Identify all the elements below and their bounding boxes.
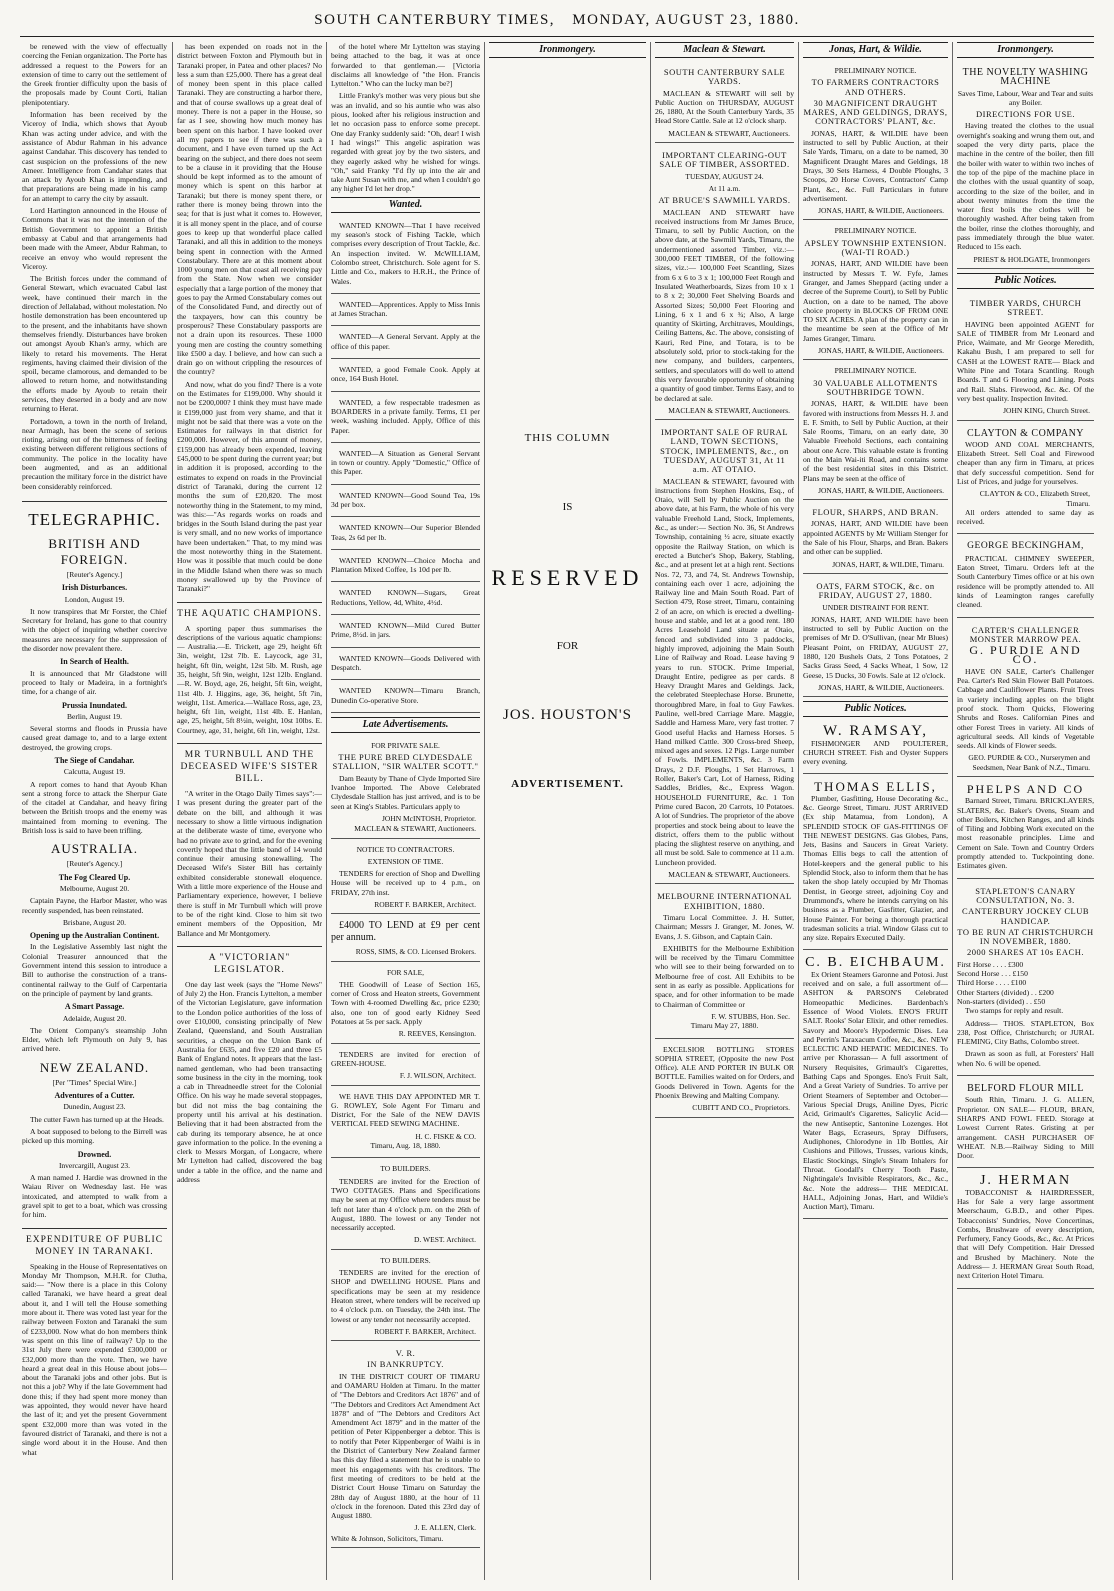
ad-text: TENDERS are invited for the erection of SHOP and DWELLING HOUSE. Plans and specifications may be seen at my residence Heaton street, where tenders will be received up to 4 o'clock p.m. on Tuesday, the 24th inst. The lowest or any tender not necessarily accepted. [331, 1268, 480, 1324]
ad-text: TENDERS are invited for erection of GREEN-HOUSE. [331, 1049, 480, 1068]
article-paragraph: The cutter Fawn has turned up at the Heads. [30, 1114, 164, 1124]
ad-text: WANTED KNOWN—Good Sound Tea, 19s 3d per box. [331, 490, 480, 509]
ad-title: THE PURE BRED CLYDESDALE STALLION, "SIR WALTER SCOTT." [332, 752, 479, 772]
section-heading-british: BRITISH AND FOREIGN. [48, 535, 141, 567]
ad-signature: JONAS, HART, & WILDIE, Timaru. [832, 559, 944, 569]
ad-kicker: PRELIMINARY NOTICE. [834, 226, 917, 236]
ad-title: IMPORTANT CLEARING-OUT SALE OF TIMBER, ASSORTED. [659, 150, 790, 170]
ad-name: W. RAMSAY, [823, 723, 928, 740]
ad-title: MELBOURNE INTERNATIONAL EXHIBITION, 1880. [657, 891, 792, 911]
ad-title: TO FARMERS CONTRACTORS AND OTHERS. [811, 77, 940, 97]
article-paragraph: "A writer in the Otago Daily Times says":—I was present during the greater part of the debate on the bill, and although it was necessary to show a little virtuous indignation at the deliberate waste of time, everyone who had no private axe to grind, and for the evening covertly hoped that the little band of 14 would continue their amusing stonewalling. The Deceased Wife's Sister Bill has certainly exhibited considerable stonewall eloquence. With a little more experience of the House and Parliamentary experience, however, I believe there is stuff in Mr Turnbull which will prove to be of the right kind. Close to him sit two eminent members of the Opposition, Mr Ballance and Mr Montgomery. [177, 789, 322, 938]
agency-credit: [Reuter's Agency.] [66, 569, 123, 579]
ad-name: G. PURDIE AND CO. [969, 643, 1082, 667]
top-rule [20, 36, 1094, 37]
classified-ad [331, 619, 480, 648]
section-heading-new-zealand: NEW ZEALAND. [39, 1059, 150, 1075]
agency-credit: [Reuter's Agency.] [66, 859, 123, 869]
ad-signature: R. REEVES, Kensington. [398, 1029, 476, 1039]
ad-text: EXCELSIOR BOTTLING STORES SOPHIA STREET, (Opposite the new Post Office). ALE AND PORTER IN BULK OR BOTTLE. Families waited on for Orders, and Goods Delivered in Town. Agents for the Phoenix Brewing and Malting Company. [655, 1044, 794, 1100]
article-paragraph: Portadown, a town in the north of Ireland, near Armagh, has been the scene of serious rioting, arising out of the bitterness of feeling existing between different religious sections of community. The police in the locality have been augmented, and as an additional precaution the military force in the district have been considerably reinforced. [22, 416, 167, 491]
timber-ad [957, 295, 1094, 421]
classified-ad [331, 554, 480, 583]
ad-text: WANTED KNOWN—Choice Mocha and Plantation Mixed Coffee, 1s 10d per lb. [331, 555, 480, 575]
ad-title: FLOUR, SHARPS, AND BRAN. [812, 507, 939, 518]
article-paragraph: of the hotel where Mr Lyttelton was staying being attached to the bag, it was at once forwarded to that gentleman.— [Victoria disclaims all knowledge of "the Hon. Francis Lyttelton." Who can the lucky man be?] [331, 42, 480, 89]
news-heading: Opening up the Australian Continent. [29, 931, 160, 941]
tender-ad [331, 1048, 480, 1086]
article-paragraph: It is announced that Mr Gladstone will proceed to Italy or Madeira, in a fortnight's time, for a change of air. [22, 668, 167, 697]
article-paragraph: The Orient Company's steamship John Elder, which left Plymouth on July 9, has arrived here. [22, 1025, 167, 1054]
ad-signature: F. J. WILSON, Architect. [399, 1071, 476, 1081]
ad-signature: MACLEAN & STEWART, Auctioneers. [668, 870, 790, 880]
ad-text: WOOD AND COAL MERCHANTS, Elizabeth Street. Sell Coal and Firewood cheaper than any firm in Timaru, at prices that defy successful competition. Send for List of Prices, and judge for yourselves. [957, 439, 1094, 486]
ad-text: JONAS, HART, AND WILDIE have been instructed by Messrs T. W. Fyfe, James Granger, and James Sheppard (acting under a decree of the Supreme Court), to Sell by Public Auction, on a date to be named, The above choice property in BLOCKS OF FROM ONE TO SIX ACRES. A plan of the property can in the meantime be seen at the Office of Mr James Granger, Timaru. [803, 259, 948, 343]
ad-signature: PRIEST & HOLDGATE, Ironmongers [973, 254, 1090, 264]
news-heading: Prussia Inundated. [62, 700, 127, 710]
classified-ad [331, 586, 480, 615]
ad-text: WANTED KNOWN—Mild Cured Butter Prime, 8½d. in jars. [331, 621, 480, 640]
ad-text: MACLEAN & STEWART, favoured with instructions from Stephen Hoskins, Esq., of Otaio, will Sell by Public Auction on the above date, at his Farm, the whole of his very valuable Freehold Land, Stock, Implements, &c., as under:— Section No. 36, St Andrews Township, containing ½ acre, situate exactly opposite the Railway Station, on which is erected a Butcher's Shop, Bakery, Stabling, &c., and at present let at a high rent. Sections Nos. 72, 73, and 74, St. Andrews Township, containing each over 1 acre, adjoining the Railway line and Main South Road. Part of Section 479, Rose street, Timaru, containing 2 of an acre, on which is erected a dwelling-house and stable, and let at a good rent. 180 Acres Leasehold Land situate at Otaio, fenced and subdivided into 3 paddocks, highly improved, adjoining the Main South Line of Railway and Road. Lease having 9 years to run. STOCK. Prime Imperial, Draught Entire, pedigree as per cards. 8 Heavy Draught Mares and Geldings. Jack, the celebrated Steeplechase Horse. Brunette, thoroughbred Mare, in foal to Guy Fawkes. Pauline, well-bred Carriage Mare. Maggie, Saddle and Harness Mare, very fast trotter. 7 Good useful Hacks and Harness Horses. 5 Hand milked Cattle. 300 Cross-bred Sheep, mixed ages and sexes. 12 Pigs. Large number of Fowls. IMPLEMENTS, &c. 3 Farm Drays, 2 D.F. Ploughs, 1 Set Harrows, 1 Roller, Baker's Cart, Lot of Harness, Riding Saddles, Bridles, &c., Express Wagon. HOUSEHOLD FURNITURE, &c. 1 Ton Prime cured Bacon, 20 Carrots, 10 Potatoes. A lot of Sundries. The proprietor of the above properties and stock being about to leave the district, offers them to the public without placing the slightest reserve on anything, and all must be sold. Sale to commence at 11 a.m. Luncheon provided. [655, 476, 794, 867]
ad-title: STAPLETON'S CANARY CONSULTATION, No. 3. [975, 885, 1076, 905]
classified-ad [331, 330, 480, 359]
reserved-line: FOR [556, 639, 579, 652]
ad-text: FISHMONGER AND POULTERER, CHURCH STREET. Fish and Oyster Suppers every evening. [803, 738, 948, 767]
ad-text: £4000 TO LEND at £9 per cent per annum. [331, 920, 480, 944]
article-paragraph: The British forces under the command of General Stewart, which evacuated Cabul last week, have continued their march in the direction of Jellalabad, without molestation. No hostile demonstration has been encountered up to the present, and the inhabitants have shown themselves friendly. Disturbances have broken out amongst Ayoub Khan's army, which are likely to retard his movements. The Herat regiments, having claimed their division of the spoil, became clamorous, and demanded to be allowed to return home, and notwithstanding the efforts made by Ayoub to retain their services, they deserted in a body and are now returning to Herat. [22, 274, 167, 414]
ad-signature: MACLEAN & STEWART, Auctioneers. [354, 824, 476, 834]
ad-signature: JONAS, HART, & WILDIE, Auctioneers. [818, 206, 944, 216]
auction-ad [803, 224, 948, 360]
ad-signature: JOHN KING, Church Street. [1003, 406, 1090, 416]
section-heading-public-notices: Public Notices. [957, 273, 1094, 289]
chemist-ad [803, 954, 948, 1219]
dateline: Adelaide, August 20. [62, 1013, 127, 1023]
advertiser-name: JOS. HOUSTON'S [503, 707, 632, 724]
ad-text: IN THE DISTRICT COURT OF TIMARU and OAMARU Holden at Timaru. In the matter of "The Debtors and Creditors Act 1876" and of "The Debtors and Creditors Act Amendment Act 1878" and of "The Debtors and Creditors Act Amendment Act 1879" and in the matter of the petition of Peter Kippenberger a debtor. This is to notify that Peter Kippenberger of Waihi is in the District of Canterbury New Zealand farmer has this day filed a statement that he is unable to meet his engagements with his creditors. The first meeting of creditors to be held at the District Court House Timaru on Saturday the 28th day of August 1880, at the hour of 11 o'clock in the forenoon. Dated this 23rd day of August 1880. [331, 1371, 480, 1521]
ad-title: THE NOVELTY WASHING MACHINE [962, 67, 1089, 88]
section-heading-ironmongery: Ironmongery. [957, 42, 1094, 58]
article-paragraph: It now transpires that Mr Forster, the Chief Secretary for Ireland, has gone to that country with the object of inquiring whether coercive measures are necessary for the suppression of the disorder now prevalent there. [22, 606, 167, 654]
dateline: Invercargill, August 23. [58, 1160, 131, 1170]
ad-name: GEORGE BECKINGHAM, [967, 541, 1084, 552]
fishmonger-ad [803, 723, 948, 774]
classified-ad [331, 684, 480, 713]
dateline: Berlin, August 19. [66, 711, 122, 721]
washing-machine-ad [957, 64, 1094, 269]
ad-kicker: PRELIMINARY NOTICE. [834, 66, 917, 75]
ad-signature: ROSS, SIMS, & CO. Licensed Brokers. [355, 947, 476, 957]
ad-kicker: UNDER DISTRAINT FOR RENT. [822, 602, 929, 612]
reserved-line: IS [562, 501, 573, 514]
ad-text: HAVING been appointed AGENT for SALE of TIMBER from Mr Leonard and Price, Waimate, and Mr George Meredith, Kakahu Bush, I am prepared to sell for CASH at the LOWEST RATE— Black and White Pine and Totara Scantling. Rough Boards. T and G Flooring and Lining. Posts and Rail. Slabs. Firewood, &c. &c. Of the very best quality. Inspection Invited. [957, 319, 1094, 403]
classified-ad [331, 396, 480, 443]
news-heading: Drowned. [77, 1149, 112, 1159]
ad-text: MACLEAN & STEWART will sell by Public Auction on THURSDAY, AUGUST 26, 1880, At the South Canterbury Yards, 35 Head Store Cattle. Sale at 12 o'clock sharp. [655, 88, 794, 126]
builders-ad [957, 781, 1094, 879]
article-paragraph: Several storms and floods in Prussia have caused great damage to, and to a large extent destroyed, the growing crops. [22, 724, 167, 752]
plumber-ad [803, 778, 948, 950]
ad-signature: JOHN McINTOSH, Proprietor. [381, 813, 476, 823]
article-paragraph: Speaking in the House of Representatives on Monday Mr Thompson, M.H.R. for Clutha, said:— "Now there is a place in this Colony called Taranaki, we have heard a great deal about it, and I will tell the House something more about it. There was voted last year for the railway between Foxton and Taranaki the sum of £233,000. Now what do hon members think was spent on this line of railway? Up to the 31st July there were expended £300,000 or £32,000 more than the vote. Then, we have heard a great deal in this House about jobs—about the Taranaki jobs and other jobs. But is not this a job? Why if the late Government had done this; if they had spent more money than was appointed, they would never have heard the last of it; and yet the present Government spent £32,000 more than was voted in the favoured district of Taranaki, and there is not a single word about it in the House. And then what [22, 1261, 167, 1457]
section-heading-jonas: Jonas, Hart, & Wildie. [803, 42, 948, 58]
ad-text: Barnard Street, Timaru. BRICKLAYERS, SLATERS, &c. Baker's Ovens, Steam and other Boilers, Kitchen Ranges, and all kinds of Tiling and Jobbing Work executed on the most reasonable principles. Lime and Cement on Sale. Town and Country Orders promptly attended to. Tuckpointing done. Estimates given. [957, 796, 1094, 871]
classified-ad [331, 521, 480, 550]
ad-text: WANTED KNOWN—Our Superior Blended Teas, 2s 6d per lb. [331, 523, 480, 542]
article-paragraph: Captain Payne, the Harbor Master, who was recently suspended, has been reinstated. [22, 896, 167, 915]
flour-mill-ad [957, 1080, 1094, 1168]
ad-signature: CUBITT AND CO., Proprietors. [692, 1103, 790, 1113]
ad-kicker: TO BUILDERS. [380, 1164, 431, 1174]
ad-text: South Rhin, Timaru. J. G. ALLEN, Proprietor. ON SALE— FLOUR, BRAN, SHARPS AND FOWL FEED. Storage at Lowest Current Rates. Gristing at per arrangement. CASH PURCHASER OF WHEAT. N.B.—Railway Siding to Mill Door. [957, 1095, 1094, 1161]
ad-kicker: DIRECTIONS FOR USE. [976, 109, 1075, 120]
tender-ad [331, 843, 480, 915]
sale-ad [331, 966, 480, 1044]
masthead [0, 12, 1114, 29]
ad-text: WANTED KNOWN—Sugars, Great Reductions, Yellow, 4d, White, 4½d. [331, 588, 480, 607]
ad-text: MACLEAN AND STEWART have received instructions from Mr James Bruce, Timaru, to sell by Public Auction, on the above date, at the Sawmill Yards, Timaru, the undermentioned assorted Timber, viz.:— 300,000 FEET TIMBER, Of the following sizes, viz.:— 100,000 Feet Scantling, Sizes from 6 x 6 to 3 x 1; 100,000 Feet Rough and Insulated Weatherboards, Sizes from 10 x 1 to 8 x 2; 30,000 Feet Shelving Boards and Assorted Sizes; 50,000 Feet Flooring and Lining, 6 x 1 and 6 x ¾; Also, A large quantity of Skirting, Architraves, Mouldings, Ceiling Battens, &c. The above, consisting of Kauri, Red Pine, and Totara, is to be absolutely sold, prior to stock-taking for the new company, and builders, carpenters, settlers, and speculators will do well to attend this very favourable opportunity of obtaining a quantity of good timber. Terms Easy, and to be declared at sale. [655, 207, 794, 403]
section-heading-ironmongery: Ironmongery. [489, 42, 646, 58]
ad-title: OATS, FARM STOCK, &c. on FRIDAY, AUGUST 27, 1880. [816, 580, 935, 601]
reserved-word: RESERVED [491, 564, 644, 590]
column-2-news [177, 42, 322, 1580]
article-paragraph: A sporting paper thus summarises the descriptions of the various aquatic champions:— Australia.—E. Trickett, age 29, height 6ft 3in, weight, 12st 7lb. E. Laycock, age 31, height, 6ft 0in, weight, 12st 5lb. M. Rush, age 35, height, 5ft 9in, weight, 12st 12lb. England.—R. W. Boyd, age, 26, height, 5ft 6in, weight, 11st 4lb. J. Higgins, age, 36, height, 5ft 7in, weight, 11st. America.—Wallace Ross, age, 23, height, 6ft 1in, weight, 11st 4lb. E. Hanlan, age, 25, height, 5ft 8½in, weight, 10st 10lbs. E. Courtney, age, 31, height, 6ft 1in, weight, 12st. [177, 623, 322, 735]
ad-title: CARTER'S CHALLENGER MONSTER MARROW PEA. [969, 624, 1082, 644]
ad-name: J. HERMAN [979, 1173, 1072, 1189]
column-divider [172, 42, 173, 1580]
reserved-line: THIS COLUMN [524, 432, 611, 444]
ad-subtitle: Saves Time, Labour, Wear and Tear and suits any Boiler. [957, 88, 1094, 107]
ad-signature: J. E. ALLEN, Clerk. [414, 1523, 476, 1533]
article-paragraph: A man named J. Hardie was drowned in the Waiau River on Wednesday last. He was intoxicated, and attempted to walk from a gravel spit to get to a boat, which was crossing for him. [22, 1173, 167, 1220]
ad-text: Address— THOS. STAPLETON, Box 238, Post Office, Christchurch; or JURAL FLEMING, City Baths, Colombo street. [957, 1018, 1094, 1047]
article-title-turnbull: MR TURNBULL AND THE DECEASED WIFE'S SISTER BILL. [177, 743, 322, 785]
ad-text: Drawn as soon as full, at Foresters' Hall when No. 6 will be opened. [957, 1049, 1094, 1068]
ad-text: Dam Beauty by Thane of Clyde Imported Sire Ivanhoe Imported. The Above Celebrated Clydesdale Stallion has just arrived, and is to be seen at King's Stables. Particulars apply to [331, 773, 480, 811]
ad-signature: MACLEAN & STEWART, Auctioneers. [668, 405, 790, 415]
article-paragraph: And now, what do you find? There is a vote on the Estimates for £199,000. Why should it not be £200,000? I think they must have made it £199,000 just from very shame, and that it might not be said that there was a vote on the Estimates for railways in that district for £200,000. However, of this amount of money, £159,000 has already been expended, leaving £45,000 to be spent during the current year; but in addition it is proposed, according to the estimates to expend on roads in the Provincial district of Taranaki, during the current 12 months the sum of £20,820. The most noteworthy thing in the Statement, to my mind, was this:—"As regards works on roads and bridges in the South Island during the past year is very small, and no new works of importance have been undertaken." That, to my mind was the most noteworthy thing in the Statement. How was it possible that much could be done in the Middle Island when there was so much money swallowed up by the Province of Taranaki?" [177, 379, 322, 594]
classified-ad [331, 652, 480, 681]
ad-kicker: FOR PRIVATE SALE. [371, 740, 440, 750]
ad-text: WANTED—Apprentices. Apply to Miss Innis at James Strachan. [331, 299, 480, 319]
bottling-ad [655, 1043, 794, 1118]
section-heading-australia: AUSTRALIA. [51, 841, 138, 857]
ad-text: JONAS, HART, AND WILDIE have been instructed to sell by Public Auction on the premises of Mr D. O'Sullivan, (near Mr Blues) Pleasant Point, on FRIDAY, AUGUST 27, 1880, 120 Bushels Oats, 2 Tons Potatoes, 2 Sacks Grass Seed, 4 Sacks Wheat, 1 Sow, 12 Geese, 15 Ducks, 30 Fowls. Sale at 12 o'clock. [803, 614, 948, 680]
article-paragraph: be renewed with the view of effectually coercing the Fenian organization. The Porte has addressed a request to the Powers for an extension of time to carry out the settlement of the Greek frontier difficulty upon the basis of the proposals made by Count Corti, Italian plenipotentiary. [22, 42, 167, 107]
article-paragraph: In the Legislative Assembly last night the Colonial Treasurer announced that the Government intend this session to introduce a Bill to authorise the construction of a trans-continental railway to the Gulf of Carpentaria on the principle of payment by land grants. [22, 942, 167, 998]
agency-ad [331, 1090, 480, 1159]
ad-title: IN BANKRUPTCY. [367, 1359, 444, 1370]
issue-date: MONDAY, AUGUST 23, 1880. [572, 12, 800, 28]
ad-text: TENDERS for erection of Shop and Dwelling House will be received up to 4 p.m., on FRIDAY, 27th inst. [331, 869, 480, 897]
ad-text: EXHIBITS for the Melbourne Exhibition will be received by the Timaru Committee who will see to their being forwarded on to Melbourne free of cost. All Exhibits to be sent in as early as possible. Applications for space, and for other information to be made to Chairman of Committee or [655, 943, 794, 1009]
prize-line: First Horse . . . . £300 [957, 959, 1024, 969]
exhibition-ad [655, 888, 794, 1038]
article-paragraph: has been expended on roads not in the district between Foxton and Plymouth but in Taranaki proper, in Patea and other places? No less a sum than £25,000. There has a great deal of money been spent in this place called Taranaki. They are constructing a harbor there, and that of course swallows up a great deal of money. There is not a paper in the House, so far as I see, showing how much money has been spent on this harbor. I have looked over all my papers to see if there was such a document, and I have even turned up the Act bearing on the subject, and there does not seem to be a clause in it providing that the House should be kept informed as to the amount of money which is spent on this harbor at Taranaki; but there is money spent there, or rather there is money being thrown into the sea; for that is just what it comes to. However, it is all money spent in the place, and of course goes to keep up that wonderful place called Taranaki, and all this in addition to the moneys being spent in connection with the Armed Constabulary. There are at this moment about 1000 young men on that coast all receiving pay from the State. Now when we consider especially that a large portion of the money that goes to pay the Armed Constabulary comes out of the Consolidated Fund, and directly out of the taxpayers, how can this country be prosperous? These Constabulary passports are not a drain upon its resources. These 1000 young men are costing the country something like £500 a day. I believe, and how can such a drain go on without crippling the resources of the country? [177, 42, 322, 377]
ad-name: CLAYTON & COMPANY [966, 427, 1085, 439]
ad-time: At 11 a.m. [708, 183, 741, 193]
royal-cipher: V. R. [395, 1348, 416, 1359]
agency-credit: [Per "Times" Special Wire.] [52, 1077, 137, 1087]
ad-title: TIMBER YARDS, CHURCH STREET. [969, 297, 1082, 318]
article-paragraph: A report comes to hand that Ayoub Khan sent a strong force to attack the Sherpur Gate of the citadel at Candahar, and heavy firing between the British troops and the enemy was maintained from morning to evening. The British loss is said to have been trifling. [22, 779, 167, 836]
section-heading-late-ads: Late Advertisements. [331, 717, 480, 733]
prize-line: Second Horse . . . £150 [957, 969, 1028, 979]
article-paragraph: Lord Hartington announced in the House of Commons that it was not the intention of the British Government to appoint a British embassy at Cabul and that arrangements had been made with the Ameer, Abdur Rahman, to receive an envoy who would represent the Viceroy. [22, 206, 167, 271]
ad-text: WANTED KNOWN—Timaru Branch, Dunedin Co-operative Store. [331, 686, 480, 705]
ad-title: IMPORTANT SALE OF RURAL LAND, TOWN SECTIONS, STOCK, IMPLEMENTS, &c., on TUESDAY, AUGUST 31, At 11 a.m. AT OTAIO. [660, 427, 789, 475]
dateline: Calcutta, August 19. [63, 767, 126, 777]
ad-title: TO BE RUN AT CHRISTCHURCH IN NOVEMBER, 1880. [957, 926, 1094, 947]
ad-title: 30 MAGNIFICENT DRAUGHT MARES, AND GELDINGS, DRAYS, CONTRACTORS' PLANT, &c. [803, 97, 948, 127]
ad-text: HAVE ON SALE, Carter's Challenger Pea. Carter's Red Skin Flower Ball Potatoes. Cabbage and Cauliflower Plants. Fruit Trees in variety including apples on the blight proof stock. Thorn Quicks, Flowering Shrubs and Roses. Californian Pines and other Forest Trees in variety. All kinds of agricultural seeds. All kinds of Vegetable seeds. All kinds of Flower seeds. [957, 666, 1094, 751]
ad-venue: AT BRUCE'S SAWMILL YARDS. [658, 195, 791, 206]
prize-line: Other Starters (divided) . . £200 [957, 987, 1054, 997]
column-divider [952, 42, 953, 1580]
auction-ad [655, 147, 794, 420]
reserved-line: ADVERTISEMENT. [511, 778, 624, 791]
coal-ad [957, 425, 1094, 535]
news-heading: A Smart Passage. [64, 1002, 125, 1012]
ad-title: APSLEY TOWNSHIP EXTENSION. (WAI-TI ROAD.) [804, 237, 947, 258]
article-paragraph: A boat supposed to belong to the Birrell was picked up this morning. [22, 1126, 167, 1146]
news-heading: Adventures of a Cutter. [54, 1091, 135, 1101]
ad-text: Timaru Local Committee. J. H. Sutter, Chairman; Messrs J. Granger, M. Jones, W. Evans, J. S. Gibson, and Captain Cain. [655, 912, 794, 941]
ad-text: WANTED, a good Female Cook. Apply at once, 164 Bush Hotel. [331, 365, 480, 384]
news-heading: The Siege of Candahar. [54, 756, 135, 765]
ad-text: Two stamps for reply and result. [965, 1006, 1064, 1016]
column-1-news [22, 42, 167, 1580]
article-paragraph: Information has been received by the Viceroy of India, which shows that Ayoub Khan was acting under advice, and with the assistance of Abdur Rahman in his advance against Candahar. This discovery has tended to cast suspicion on the professions of the new Ameer. Intelligence from Candahar states that an attack by Ayoub Khan is impending, and that preparations are being made in his camp for an attempt to carry the city by assault. [22, 110, 167, 203]
column-6-auctions [803, 42, 948, 1580]
ad-text: WANTED—A General Servant. Apply at the office of this paper. [331, 332, 480, 351]
prize-line: Third Horse . . . . £100 [957, 978, 1027, 988]
column-7-notices [957, 42, 1094, 1580]
ad-text: All orders attended to same day as received. [957, 507, 1094, 527]
ad-signature: White & Johnson, Solicitors, Timaru. [331, 1533, 444, 1543]
ad-signature: ROBERT F. BARKER, Architect. [374, 1326, 476, 1336]
article-paragraph: One day last week (says the "Home News" of July 2) the Hon. Francis Lyttelton, a member of the Victorian Legislature, gave information to the London police authorities of the loss of over £10,000, consisting principally of New Zealand, Queensland, and South Australian securities, a cheque on the Union Bank of Australia for £635, and five £20 and three £5 Bank of England notes. It appears that the last-named gentleman, who had been transacting some business in the city in the morning, took a cab in Threadneedle street for the Colonial Office. On his way he made several stoppages, but did not miss the bag containing the property until his arrival at his destination. Believing that it had been abstracted from the cab during its temporary absence, he at once gave information to the police. In the evening a clerk to Messrs Morgan, of Longacre, where Mr Lyttelton had called, discovered the bag under a table in the office, and the name and address [177, 979, 322, 1185]
section-heading-maclean: Maclean & Stewart. [655, 42, 794, 58]
article-title-aquatic: THE AQUATIC CHAMPIONS. [177, 602, 322, 620]
news-heading: Irish Disturbances. [61, 583, 128, 593]
ad-name: C. B. EICHBAUM. [805, 955, 946, 971]
tobacconist-ad [957, 1172, 1094, 1288]
auction-ad [655, 64, 794, 143]
section-heading-public-notices: Public Notices. [803, 701, 948, 717]
classified-ad [331, 447, 480, 485]
ad-date: Timaru, Aug. 18, 1880. [370, 1141, 441, 1151]
prize-line: Non-starters (divided) . . £50 [957, 996, 1046, 1006]
dateline: Dunedin, August 23. [63, 1102, 126, 1112]
column-3-ads [331, 42, 480, 1580]
article-title-expenditure: EXPENDITURE OF PUBLIC MONEY IN TARANAKI. [22, 1228, 167, 1258]
ad-kicker: PRELIMINARY NOTICE. [834, 366, 917, 376]
article-title-victorian: A "VICTORIAN" LEGISLATOR. [177, 946, 322, 976]
sweep-ad [957, 538, 1094, 617]
loan-ad [331, 918, 480, 961]
section-heading-wanted: Wanted. [331, 197, 480, 213]
column-divider [650, 42, 651, 1580]
classified-ad [331, 298, 480, 327]
dateline: Brisbane, August 20. [63, 917, 126, 927]
classified-ad [331, 363, 480, 392]
ad-text: WANTED KNOWN—That I have received my season's stock of Fishing Tackle, which comprises every description of Trout Tackle, &c. An inspection invited. W. McWILLIAM, Colombo street, Christchurch. Sole agent for S. Little and Co., makers to H.R.H., the Prince of Wales. [331, 220, 480, 286]
ad-signature: D. WEST. Architect. [414, 1235, 476, 1245]
ad-signature: JONAS, HART, & WILDIE, Auctioneers. [818, 485, 944, 495]
ad-name: PHELPS AND CO [966, 782, 1085, 796]
article-paragraph: Little Franky's mother was very pious but she was an invalid, and so his auntie who was also pious, looked after his religious instruction and let no occasion pass to enforce some precept. One day Franky suddenly said: "Oh, dear! I wish I had wings!" This angelic aspiration was regarded with great joy by the two sisters, and they eagerly asked why he wished for wings. "Oh," said Franky "I'd fly up into the air and take Aunt Susan with me, and when I couldn't go any higher I'd let her drop." [331, 91, 480, 194]
dateline: Melbourne, August 20. [59, 883, 130, 893]
ad-name: BELFORD FLOUR MILL [967, 1083, 1084, 1095]
paper-title: SOUTH CANTERBURY TIMES, [314, 12, 556, 28]
column-5-auctions [655, 42, 794, 1580]
ad-signature: CLAYTON & CO., Elizabeth Street, Timaru. [979, 489, 1090, 508]
classified-ad [331, 489, 480, 518]
ad-kicker: NOTICE TO CONTRACTORS. [356, 844, 455, 854]
ad-title: CANTERBURY JOCKEY CLUB HANDICAP. [961, 906, 1090, 926]
ad-text: JONAS, HART, & WILDIE have been favored with instructions from Messrs H. J. and E. F. Smith, to Sell by Public Auction, at their Sale Rooms, Timaru, on an early date, 30 Valuable Freehold Sections, each containing about one Acre. This valuable estate is fronting on the Main Wai-iti Road, and contains some of the best residential sites in this District. Plans may be seen at the office of [803, 399, 948, 483]
ad-name: THOMAS ELLIS, [814, 779, 937, 795]
news-heading: The Fog Cleared Up. [58, 872, 131, 882]
ad-title: 2000 SHARES AT 10s EACH. [967, 947, 1084, 958]
ad-text: TOBACCONIST & HAIRDRESSER, Has for Sale a very large assortment Meerschaum, G.B.D., and other Pipes. Tobacconists' Sundries, Nove Concertinas, Combs, Brushware of every description, Perfumery, Fancy Goods, &c., &c. At Prices that will Defy Competition. Hair Dressed and Brushed by Machinery. Note the Address— J. HERMAN Great South Road, next Criterion Hotel Timaru. [957, 1187, 1094, 1281]
auction-ad [803, 64, 948, 220]
auction-ad [655, 424, 794, 884]
ad-signature: ROBERT F. BARKER, Architect. [374, 900, 476, 909]
ad-text: PRACTICAL CHIMNEY SWEEPER, Eaton Street, Timaru. Orders left at the South Canterbury Times office or at his own residence will be promptly attended to. All kinds of Leamington ranges carefully cleaned. [957, 553, 1094, 610]
ad-date: Timaru May 27, 1880. [690, 1021, 759, 1031]
ad-signature: F. W. STUBBS, Hon. Sec. [711, 1011, 790, 1021]
seed-ad [957, 622, 1094, 777]
ad-signature: GEO. PURDIE & CO., Nurserymen and Seedsmen, Near Bank of N.Z., Timaru. [968, 753, 1090, 772]
agency-ad [803, 504, 948, 574]
stallion-ad [331, 739, 480, 839]
column-4-reserved [489, 42, 646, 1580]
dateline: London, August 19. [64, 594, 125, 604]
ad-date: TUESDAY, AUGUST 24. [685, 171, 764, 181]
ad-text: JONAS, HART, & WILDIE have been instructed to sell by Public Auction, at their Sale Yards, Timaru, on a date to be named, 30 Magnificent Draught Mares and Geldings, 18 Drays, 30 Sets Harness, 4 Double Ploughs, 3 Scoops, 20 Horse Covers, Contractors' Camp Plant, &c., &c. Full Particulars in future advertisement. [803, 128, 948, 203]
ad-signature: JONAS, HART, & WILDIE, Auctioneers. [818, 346, 944, 356]
tender-ad [331, 1254, 480, 1341]
ad-kicker: FOR SALE, [386, 967, 425, 977]
ad-kicker: EXTENSION OF TIME. [367, 856, 444, 866]
ad-text: WANTED, a few respectable tradesmen as BOARDERS in a private family. Terms, £1 per week, washing included. Apply, Office of this Paper. [331, 397, 480, 435]
ad-title: SOUTH CANTERBURY SALE YARDS. [663, 67, 786, 87]
ad-text: JONAS, HART, AND WILDIE have been appointed AGENTS by Mr William Stenger for the Sale of his Flour, Sharps, and Bran. Bakers and other can be supplied. [803, 519, 948, 557]
column-divider [326, 42, 327, 1580]
ad-signature: JONAS, HART, & WILDIE, Auctioneers. [818, 682, 944, 692]
news-heading: In Search of Health. [60, 657, 129, 667]
auction-ad [803, 364, 948, 500]
ad-title: 30 VALUABLE ALLOTMENTS SOUTHBRIDGE TOWN. [813, 377, 938, 397]
bankruptcy-notice [331, 1345, 480, 1548]
ad-signature: MACLEAN & STEWART, Auctioneers. [668, 128, 790, 138]
ad-text: WANTED KNOWN—Goods Delivered with Despatch. [331, 653, 480, 672]
classified-ad [331, 219, 480, 294]
ad-text: THE Goodwill of Lease of Section 165, corner of Cross and Heaton streets, Government Town with 4-roomed Dwelling &c, price £230; also, one ton of good early Kidney Seed Potatoes at 5s per sack. Apply [331, 979, 480, 1027]
section-heading-telegraphic: TELEGRAPHIC. [22, 501, 167, 530]
ad-text: Having treated the clothes to the usual overnight's soaking and wrung them out, and soaped the very dirty parts, place the machine in the centre of the boiler, then fill the boiler with water to within two inches of the top of the pipe of the machine place in the clothes with the usual quantity of soap, according to the size of the boiler, and in about twenty minutes from the time the water first boils the clothes will be thoroughly washed. After being taken from the boiler, rinse the clothes thoroughly, and pass immediately through the blue water. Reduced to 15s each. [957, 121, 1094, 252]
tender-ad [331, 1162, 480, 1249]
sweep-consultation-ad [957, 883, 1094, 1076]
ad-text: Ex Orient Steamers Garonne and Potosi. Just received and on sale, a full assortment of— ASHTON & PARSON'S Celebrated Homeopathic Medicines. Bardenbach's Essence of Wood Violets. ENO'S FRUIT SALT. Rooks' Solar Elixir, and other remedies. Savory and Moore's Hypodermic Dises. Lea and Perrin's Taraxacum Coffee, &c., &c. NEW ECLECTIC AND HEPATIC MEDICINES. To arrive per Khorassan— A full assortment of Nursery Requisites, Grimault's Cigarettes, Bathing Caps and Sponges. Eno's Fruit Salt, And a Great Variety of Sundries. To arrive per Orient Steamers of September and October— Various Special Drugs, Aniline Dyes, Picric Acid, Grimault's Cigarettes, Salicylic Acid—the new Antiseptic, Santonine Lozenges. Hot Water Bags, Ecraseurs, Spray Diffusers, Audiphones, Chlorodyne in 1lb Bottles, Air Cushions and Pillows, Trusses, various kinds, Elastic Stockings, Single's Steam Inhalers for Throat. Goodall's Cherry Tooth Paste, Nightingale's Invisible Respirators, &c., &c., &c. Note the address— THE MEDICAL HALL, Adjoining Jonas, Hart, and Wildie's Auction Mart), Timaru. [803, 969, 948, 1212]
ad-kicker: TO BUILDERS. [380, 1255, 431, 1265]
column-divider [798, 42, 799, 1580]
ad-text: WE HAVE THIS DAY APPOINTED MR T. G. ROWLEY, Sole Agent For Timaru and District, For the Sale of the NEW DAVIS VERTICAL FEED SEWING MACHINE. [331, 1091, 480, 1129]
ad-signature: H. C. FISKE & CO. [415, 1131, 476, 1141]
ad-text: Plumber, Gasfitting, House Decorating &c., &c. George Street, Timaru. JUST ARRIVED (Ex ship Matamua, from London), A SPLENDID STOCK OF GAS-FITTINGS OF THE NEWEST DESIGNS. Gas Globes, Pans, Jets, Basins and Saucers in Great Variety. Thomas Ellis begs to call the attention of Hotel-keepers and the general public to his Splendid Stock, also to inform them that he has taken the shop lately occupied by Mr Thomas Dentist, in George street, adjoining Coy and Drummond's, where he intends carrying on his business as a Plumber, Gasfitter, Glazier, and House Painter. For being a thorough practical tradesman solicits a trial. Window Glass cut to any size. Repairs Executed Daily. [803, 793, 948, 943]
column-divider [484, 42, 485, 1580]
ad-text: TENDERS are invited for the Erection of TWO COTTAGES. Plans and Specifications may be seen at my Office where tenders must be left not later than 4 o'clock p.m. on the 26th of August, 1880. The lowest or any Tender not necessarily accepted. [331, 1176, 480, 1233]
ad-text: WANTED—A Situation as General Servant in town or country. Apply "Domestic," Office of this Paper. [331, 448, 480, 477]
auction-ad [803, 578, 948, 697]
